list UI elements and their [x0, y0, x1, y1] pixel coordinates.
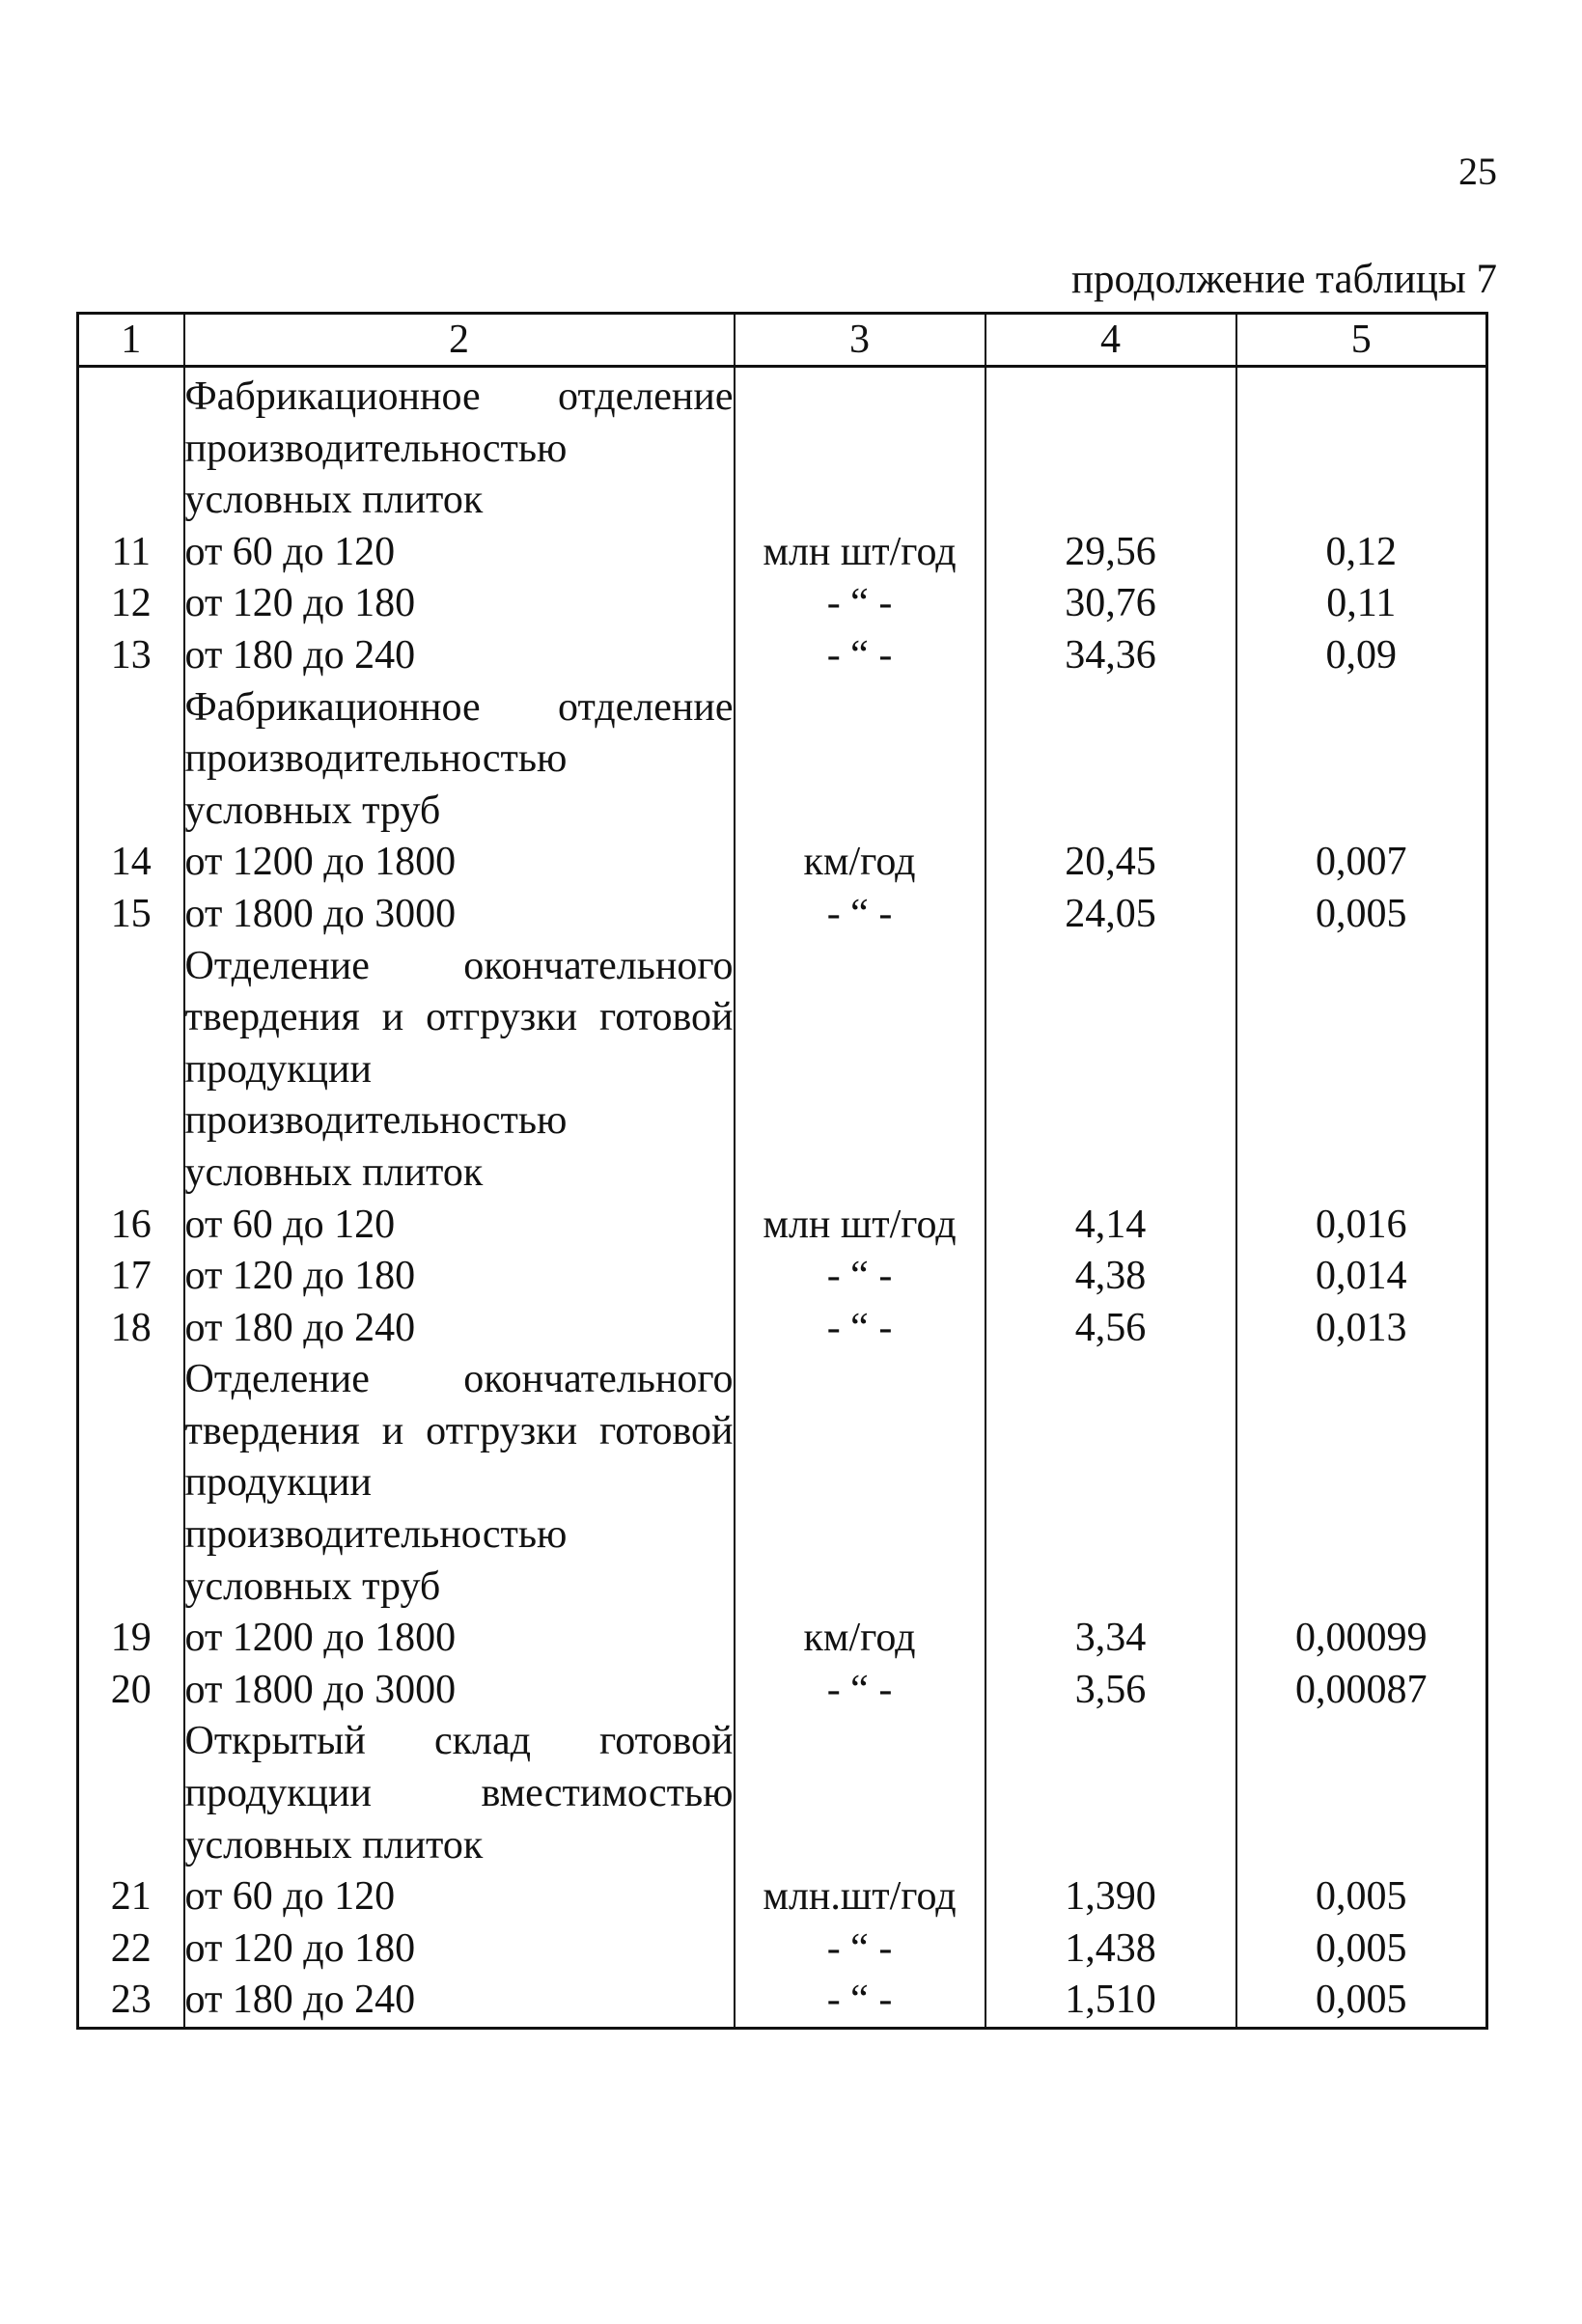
empty-cell: [735, 1354, 985, 1613]
empty-cell: [1236, 1716, 1487, 1871]
section-heading-row: [78, 1354, 1487, 1613]
row-unit: млн шт/год: [735, 1200, 985, 1252]
empty-cell: [78, 1716, 184, 1871]
table-row: [78, 1200, 1487, 1252]
row-value-col4: 3,34: [985, 1613, 1236, 1665]
empty-cell: [985, 367, 1236, 527]
row-value-col4: 1,510: [985, 1975, 1236, 2028]
table-row: [78, 578, 1487, 630]
row-number: 22: [110, 1925, 152, 1971]
table-header: [78, 314, 1487, 367]
empty-cell: [735, 682, 985, 838]
empty-cell: [78, 1354, 184, 1613]
row-range: от 1200 до 1800: [184, 837, 735, 889]
row-value-col5: 0,09: [1236, 630, 1487, 682]
row-unit: - “ -: [735, 630, 985, 682]
header-row: [78, 314, 1487, 367]
table-row: [78, 837, 1487, 889]
row-range: от 60 до 120: [184, 1200, 735, 1252]
row-range: от 1800 до 3000: [184, 1665, 735, 1717]
table-row: [78, 630, 1487, 682]
empty-cell: [78, 682, 184, 838]
row-number: 18: [110, 1305, 152, 1350]
row-value-col4: 24,05: [985, 889, 1236, 941]
section-heading: Фабрикационное отделение производительностью условных плиток: [184, 367, 735, 527]
section-heading: Открытый склад готовой продукции вместимостью условных плиток: [184, 1716, 735, 1871]
row-number: 13: [110, 632, 152, 678]
row-value-col4: 1,390: [985, 1871, 1236, 1923]
section-heading: Отделение окончательного твердения и отгрузки готовой продукции производительностью условных труб: [184, 1354, 735, 1613]
row-unit: млн шт/год: [735, 527, 985, 579]
table-row: [78, 1975, 1487, 2028]
empty-cell: [735, 941, 985, 1200]
row-number: 20: [110, 1667, 152, 1712]
row-number: 14: [110, 840, 152, 885]
row-value-col4: 20,45: [985, 837, 1236, 889]
row-unit: млн.шт/год: [735, 1871, 985, 1923]
empty-cell: [78, 367, 184, 527]
row-range: от 60 до 120: [184, 1871, 735, 1923]
row-value-col5: 0,005: [1236, 889, 1487, 941]
row-value-col5: 0,007: [1236, 837, 1487, 889]
row-number: 23: [110, 1978, 152, 2023]
row-value-col4: 30,76: [985, 578, 1236, 630]
row-number: 15: [110, 891, 152, 936]
column-header-5: 5: [1236, 314, 1487, 367]
row-unit: - “ -: [735, 889, 985, 941]
row-unit: - “ -: [735, 1251, 985, 1303]
row-unit: - “ -: [735, 578, 985, 630]
table-row: [78, 1871, 1487, 1923]
empty-cell: [1236, 682, 1487, 838]
row-unit: км/год: [735, 1613, 985, 1665]
section-heading-row: [78, 367, 1487, 527]
row-value-col4: 4,56: [985, 1303, 1236, 1355]
table-row: [78, 889, 1487, 941]
empty-cell: [1236, 941, 1487, 1200]
row-value-col5: 0,005: [1236, 1975, 1487, 2028]
table-caption: продолжение таблицы 7: [1071, 257, 1497, 302]
row-number: 17: [110, 1254, 152, 1299]
row-number: 12: [110, 581, 152, 626]
row-number: 11: [111, 529, 151, 574]
row-value-col4: 1,438: [985, 1923, 1236, 1976]
empty-cell: [985, 941, 1236, 1200]
row-unit: - “ -: [735, 1975, 985, 2028]
column-header-3: 3: [735, 314, 985, 367]
table-row: [78, 1613, 1487, 1665]
empty-cell: [735, 1716, 985, 1871]
row-unit: км/год: [735, 837, 985, 889]
column-header-1: 1: [78, 314, 184, 367]
row-value-col4: 29,56: [985, 527, 1236, 579]
section-heading: Отделение окончательного твердения и отгрузки готовой продукции производительностью условных плиток: [184, 941, 735, 1200]
row-range: от 180 до 240: [184, 630, 735, 682]
row-value-col5: 0,00099: [1236, 1613, 1487, 1665]
row-range: от 60 до 120: [184, 527, 735, 579]
row-unit: - “ -: [735, 1923, 985, 1976]
table-row: [78, 1303, 1487, 1355]
column-header-4: 4: [985, 314, 1236, 367]
row-value-col5: 0,014: [1236, 1251, 1487, 1303]
empty-cell: [1236, 1354, 1487, 1613]
row-value-col5: 0,005: [1236, 1923, 1487, 1976]
table-row: [78, 1665, 1487, 1717]
empty-cell: [985, 682, 1236, 838]
row-value-col5: 0,00087: [1236, 1665, 1487, 1717]
empty-cell: [985, 1716, 1236, 1871]
section-heading-row: [78, 941, 1487, 1200]
empty-cell: [985, 1354, 1236, 1613]
row-value-col4: 34,36: [985, 630, 1236, 682]
row-value-col4: 3,56: [985, 1665, 1236, 1717]
row-range: от 1800 до 3000: [184, 889, 735, 941]
row-value-col4: 4,14: [985, 1200, 1236, 1252]
page-number: 25: [1458, 150, 1497, 193]
section-heading-row: [78, 1716, 1487, 1871]
row-unit: - “ -: [735, 1303, 985, 1355]
column-header-2: 2: [184, 314, 735, 367]
empty-cell: [1236, 367, 1487, 527]
table-row: [78, 1251, 1487, 1303]
empty-cell: [735, 367, 985, 527]
row-value-col5: 0,016: [1236, 1200, 1487, 1252]
row-range: от 120 до 180: [184, 1251, 735, 1303]
section-heading-row: [78, 682, 1487, 838]
row-value-col5: 0,12: [1236, 527, 1487, 579]
row-unit: - “ -: [735, 1665, 985, 1717]
row-range: от 180 до 240: [184, 1303, 735, 1355]
row-range: от 1200 до 1800: [184, 1613, 735, 1665]
row-number: 19: [110, 1616, 152, 1661]
row-value-col5: 0,013: [1236, 1303, 1487, 1355]
row-value-col5: 0,005: [1236, 1871, 1487, 1923]
row-range: от 120 до 180: [184, 578, 735, 630]
table-row: [78, 1923, 1487, 1976]
row-range: от 120 до 180: [184, 1923, 735, 1976]
row-number: 21: [110, 1874, 152, 1920]
row-range: от 180 до 240: [184, 1975, 735, 2028]
row-number: 16: [110, 1202, 152, 1247]
data-table: [76, 312, 1488, 2030]
section-heading: Фабрикационное отделение производительностью условных труб: [184, 682, 735, 838]
row-value-col5: 0,11: [1236, 578, 1487, 630]
empty-cell: [78, 941, 184, 1200]
table-row: [78, 527, 1487, 579]
row-value-col4: 4,38: [985, 1251, 1236, 1303]
table-body: [78, 367, 1487, 2029]
